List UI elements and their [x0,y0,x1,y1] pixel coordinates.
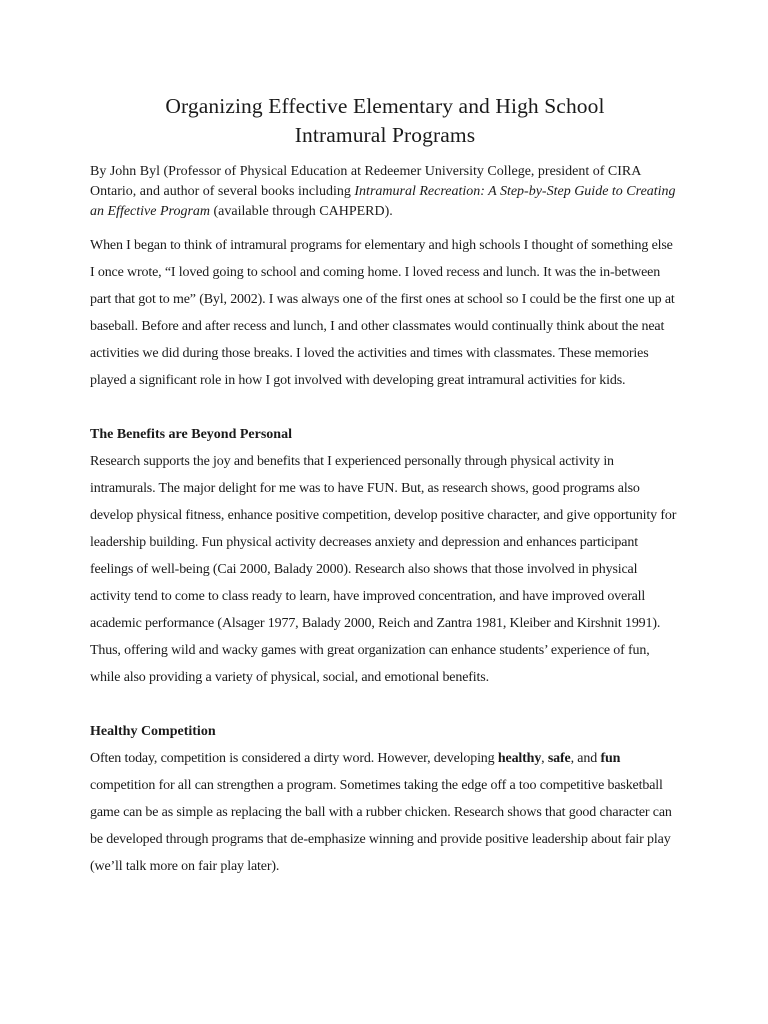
bold-fun: fun [600,751,621,766]
author-byline [90,162,680,222]
separator-2: , and [570,751,601,766]
intro-paragraph: When I began to think of intramural programs for elementary and high schools I thought of something else I once wrote, “I loved going to school and coming home. I loved recess and lunch. It was the in-between part that got to me” (Byl, 2002). I was always one of the first ones at school so I could be the first one up at baseball. Before and after recess and lunch, I and other classmates would continually think about the neat activities we did during those breaks. I loved the activities and times with classmates. These memories played a significant role in how I got involved with developing great intramural activities for kids. [90,238,675,388]
byline-prefix: By John Byl (Professor of Physical Education at Redeemer University College, president of CIRA Ontario, and author of several books including [90,164,641,199]
bold-safe: safe [547,751,571,766]
bold-healthy: healthy [497,751,542,766]
document-page [90,92,680,907]
benefits-paragraph: Research supports the joy and benefits that I experienced personally through physical activity in intramurals. The major delight for me was to have FUN. But, as research shows, good programs also develop physical fitness, enhance positive competition, develop positive character, and give opportunity for leadership building. Fun physical activity decreases anxiety and depression and enhances participant feelings of well-being (Cai 2000, Balady 2000). Research also shows that those involved in physical activity tend to come to class ready to learn, have improved concentration, and have improved overall academic performance (Alsager 1977, Balady 2000, Reich and Zantra 1981, Kleiber and Kirshnit 1991). Thus, offering wild and wacky games with great organization can enhance students’ experience of fun, while also providing a variety of physical, social, and emotional benefits. [90,454,677,685]
byline-suffix: (available through CAHPERD). [210,204,393,219]
competition-paragraph [90,745,680,880]
title-line-1: Organizing Effective Elementary and High School [165,94,605,118]
competition-text-start: Often today, competition is considered a dirty word. However, developing [90,751,498,766]
competition-text-end: competition for all can strengthen a program. Sometimes taking the edge off a too competitive basketball game can be as simple as replacing the ball with a rubber chicken. Research shows that good character can be developed through programs that de-emphasize winning and provide positive leadership about fair play (we’ll talk more on fair play later). [90,778,672,874]
title-line-2: Intramural Programs [294,123,476,147]
section-heading-benefits: The Benefits are Beyond Personal [90,427,292,442]
section-heading-competition: Healthy Competition [90,724,216,739]
separator-1: , [541,751,548,766]
document-title [90,92,680,150]
book-title: Intramural Recreation: A Step-by-Step Guide to Creating an Effective Program [90,184,676,219]
